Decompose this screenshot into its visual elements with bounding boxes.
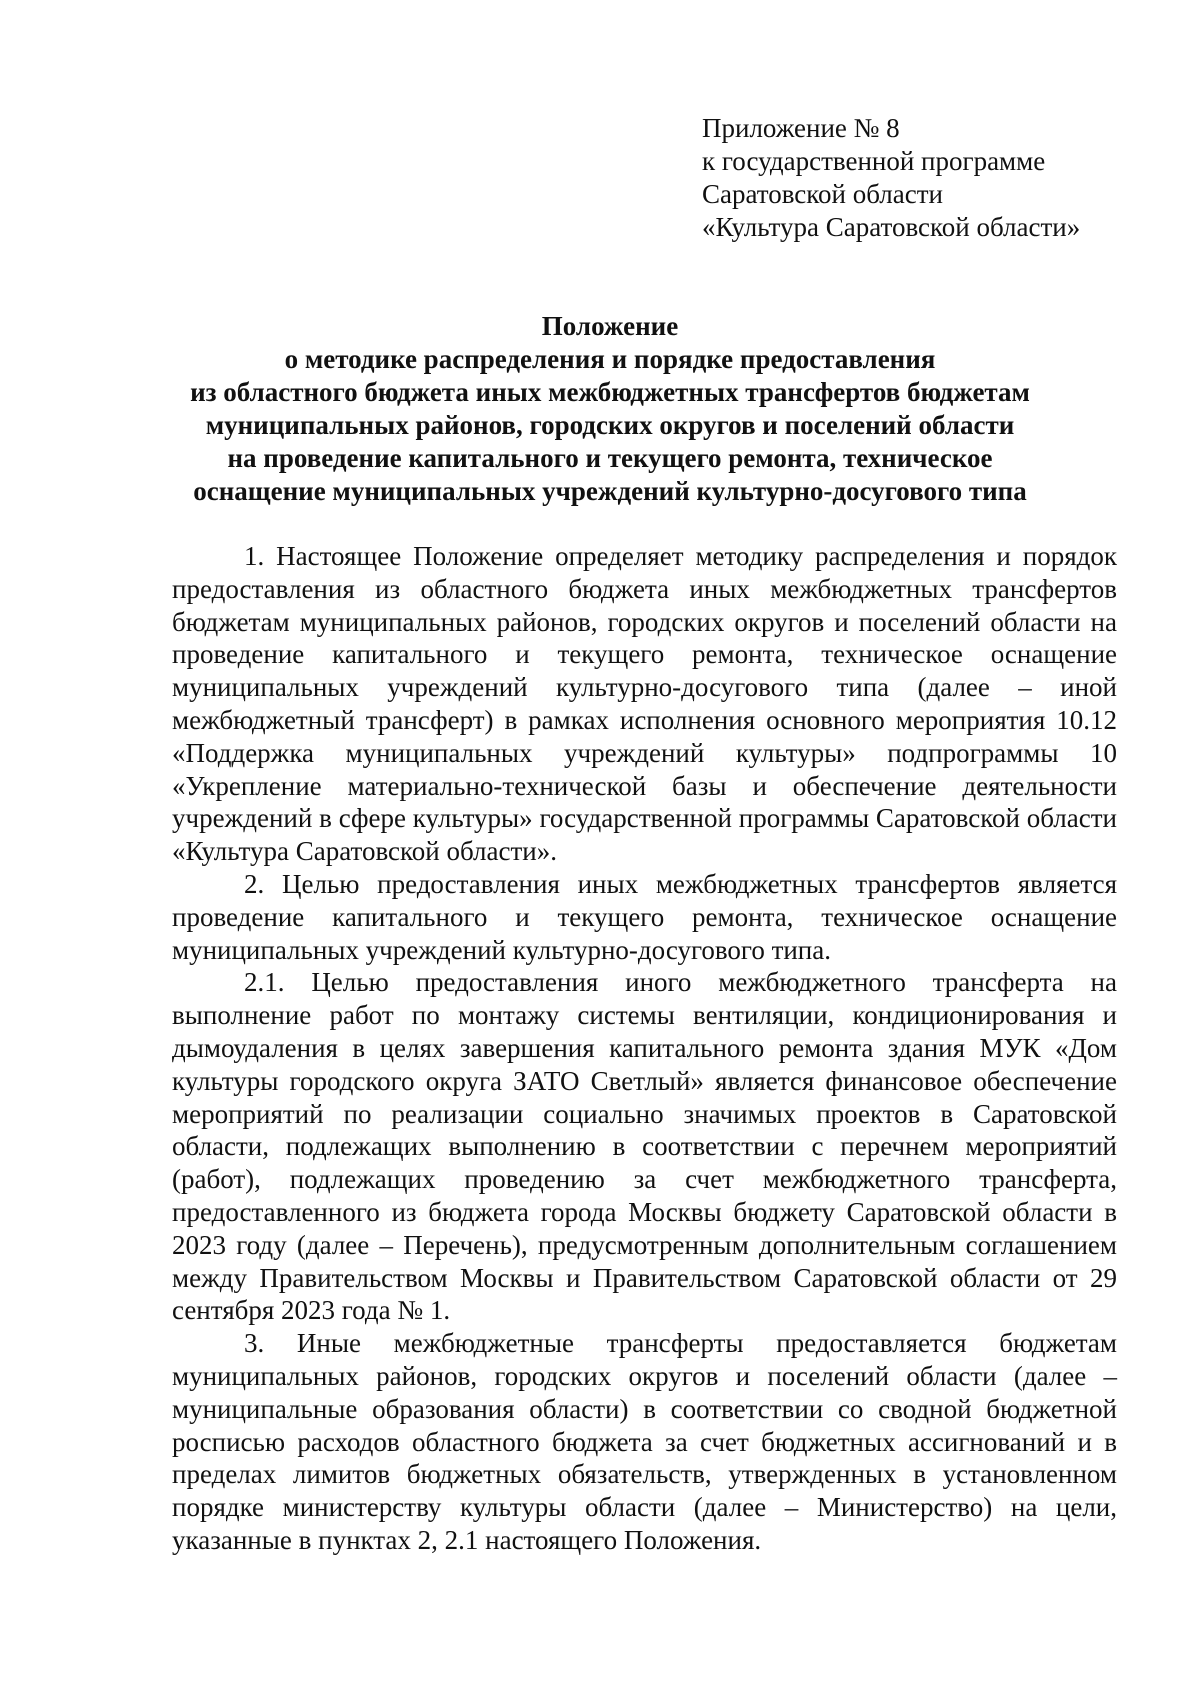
paragraph-2-1: 2.1. Целью предоставления иного межбюджетного трансферта на выполнение работ по монтажу системы вентиляции, кондиционирования и дымоудаления в целях завершения капитального ремонта здания МУК «Дом культуры городского округа ЗАТО Светлый» является финансовое обеспечение мероприятий по реализации социально значимых проектов в Саратовской области, подлежащих выполнению в соответствии с перечнем мероприятий (работ), подлежащих проведению за счет межбюджетного трансферта, предоставленного из бюджета города Москвы бюджету Саратовской области в 2023 году (далее – Перечень), предусмотренным дополнительным соглашением между Правительством Москвы и Правительством Саратовской области от 29 сентября 2023 года № 1. (172, 967, 1117, 1326)
title-line: о методике распределения и порядке предоставления (284, 344, 936, 374)
title-line: оснащение муниципальных учреждений культурно-досугового типа (193, 476, 1027, 506)
appendix-number: Приложение № 8 (702, 113, 900, 143)
paragraph-1: 1. Настоящее Положение определяет методику распределения и порядок предоставления из областного бюджета иных межбюджетных трансфертов бюджетам муниципальных районов, городских округов и поселений области на проведение капитального и текущего ремонта, техническое оснащение муниципальных учреждений культурно-досугового типа (далее – иной межбюджетный трансферт) в рамках исполнения основного мероприятия 10.12 «Поддержка муниципальных учреждений культуры» подпрограммы 10 «Укрепление материально-технической базы и обеспечение деятельности учреждений в сфере культуры» государственной программы Саратовской области «Культура Саратовской области». (172, 541, 1117, 867)
title-line: муниципальных районов, городских округов и поселений области (205, 410, 1015, 440)
document-title (150, 310, 1070, 508)
appendix-note (702, 112, 1162, 244)
document-body (172, 540, 1117, 1557)
appendix-program-ref: к государственной программе (702, 146, 1046, 176)
appendix-program-name: «Культура Саратовской области» (702, 212, 1081, 242)
title-heading: Положение (541, 311, 679, 341)
title-line: из областного бюджета иных межбюджетных трансфертов бюджетам (190, 377, 1030, 407)
paragraph-2: 2. Целью предоставления иных межбюджетных трансфертов является проведение капитального и текущего ремонта, техническое оснащение муниципальных учреждений культурно-досугового типа. (172, 868, 1117, 965)
appendix-region: Саратовской области (702, 179, 943, 209)
title-line: на проведение капитального и текущего ремонта, техническое (227, 443, 993, 473)
paragraph-3: 3. Иные межбюджетные трансферты предоставляется бюджетам муниципальных районов, городских округов и поселений области (далее – муниципальные образования области) в соответствии со сводной бюджетной росписью расходов областного бюджета за счет бюджетных ассигнований и в пределах лимитов бюджетных обязательств, утвержденных в установленном порядке министерству культуры области (далее – Министерство) на цели, указанные в пунктах 2, 2.1 настоящего Положения. (172, 1328, 1117, 1555)
